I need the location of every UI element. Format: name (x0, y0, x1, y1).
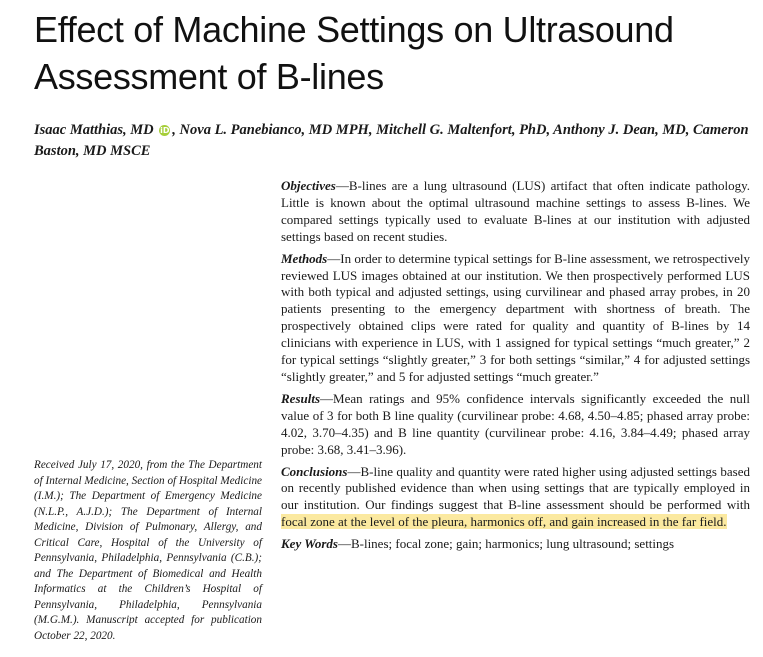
author-names: , Nova L. Panebianco, MD MPH, Mitchell G. Maltenfort, PhD, Anthony J. Dean, MD, Cameron Baston, MD MSCE (34, 122, 749, 159)
abstract-keywords (281, 536, 750, 553)
section-label: Results (281, 390, 321, 406)
section-label: Conclusions (281, 463, 348, 479)
section-label: Objectives (281, 178, 336, 193)
section-text: —In order to determine typical settings for B-line assessment, we retrospectively reviewed LUS images obtained at our institution. We then prospectively performed LUS with both typical and adjusted settings, using curvilinear and phased array probes, in 20 patients presenting to the emergency department with shortness of breath. The prospectively obtained clips were rated for quality and quantity of B-lines by 14 clinicians with experience in LUS, with 1 assigned for typical settings “much greater,” 2 for typical settings “slightly greater,” 3 for both settings “similar,” 4 for adjusted settings “slightly greater,” and 5 for adjusted settings “much greater.” (281, 250, 750, 384)
abstract-methods (281, 251, 750, 386)
section-text: —B-line quality and quantity were rated higher using adjusted settings based on recently published evidence than when using settings that are typically employed in our institution. Our findings suggest that B-line assessment should be performed with (281, 463, 750, 513)
section-text: —B-lines are a lung ultrasound (LUS) artifact that often indicate pathology. Little is known about the optimal ultrasound machine settings to assess B-lines. We compared settings typically used to evaluate B-lines at our institution with adjusted settings based on recent studies. (281, 178, 750, 244)
article-title: Effect of Machine Settings on Ultrasound Assessment of B-lines (34, 9, 674, 97)
section-label: Methods (281, 250, 328, 266)
abstract (281, 178, 750, 558)
section-label: Key Words (281, 536, 338, 552)
abstract-results (281, 391, 750, 459)
highlighted-text: focal zone at the level of the pleura, harmonics off, and gain increased in the far field. (281, 514, 727, 530)
abstract-objectives (281, 178, 750, 246)
abstract-conclusions (281, 464, 750, 532)
orcid-icon[interactable]: iD (160, 126, 170, 135)
author-name: Isaac Matthias, MD (34, 122, 154, 138)
author-list (34, 120, 754, 162)
section-text: —B-lines; focal zone; gain; harmonics; lung ultrasound; settings (337, 536, 675, 552)
affiliation-note: Received July 17, 2020, from the The Department of Internal Medicine, Section of Hospital Medicine (I.M.); The Department of Emergency Medicine (N.L.P., A.J.D.); The Department of Internal Medicine, Division of Pulmonary, Allergy, and Critical Care, Hospital of the University of Pennsylvania, Philadelphia, Pennsylvania (C.B.); and The Department of Biomedical and Health Informatics at the Children’s Hospital of Pennsylvania, Philadelphia, Pennsylvania (M.G.M.). Manuscript accepted for publication October 22, 2020. (34, 459, 262, 642)
section-text: —Mean ratings and 95% confidence intervals significantly exceeded the null value of 3 for both B line quality (curvilinear probe: 4.68, 4.50–4.85; phased array probe: 4.02, 3.70–4.35) and B line quantity (curvilinear probe: 4.16, 3.84–4.49; phased array probe: 3.68, 3.41–3.96). (281, 390, 750, 457)
